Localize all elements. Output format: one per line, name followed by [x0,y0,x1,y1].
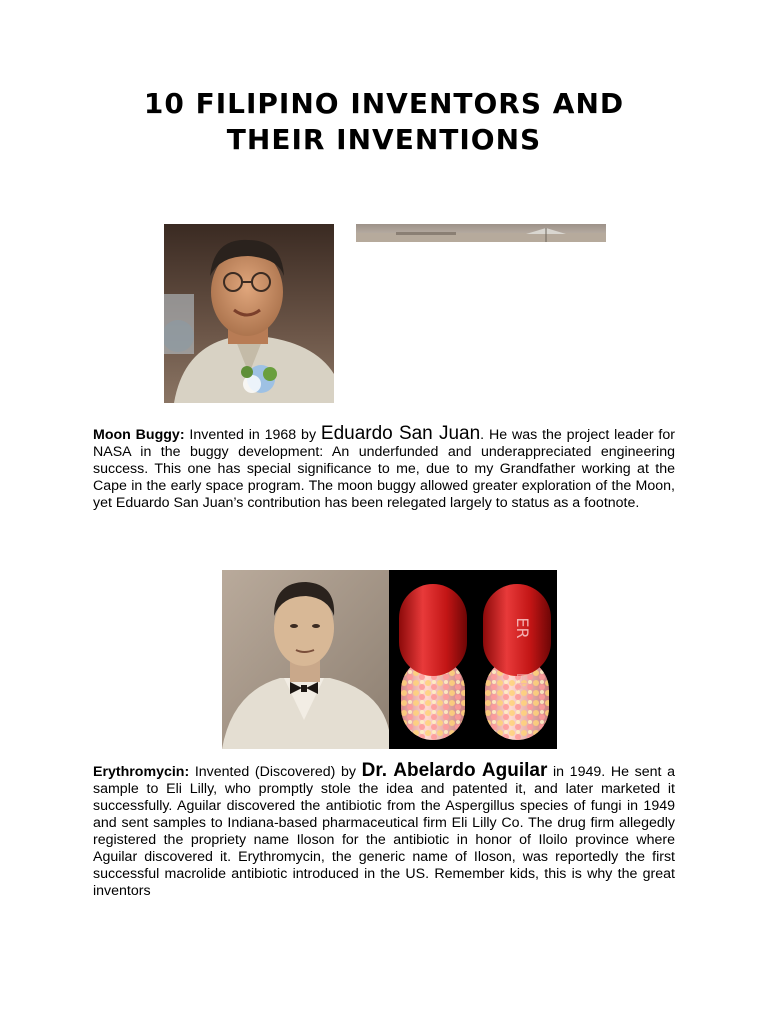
moon-buggy-image [356,224,606,242]
erythromycin-intro: Invented (Discovered) by [189,764,362,780]
moon-buggy-body: . He was the project leader for NASA in the buggy development: An underfunded and underappreciated engineering success. This one has special significance to me, due to my Grandfather working at the Cape in the early space program. The moon buggy allowed greater exploration of the Moon, yet Eduardo San Juan’s contribution has been relegated largely to status as a footnote. [93,427,675,511]
erythromycin-capsules-image [389,570,557,749]
document-title [60,86,708,158]
abelardo-aguilar-photo [222,570,389,749]
erythromycin-label: Erythromycin: [93,764,190,780]
title-line-2: THEIR INVENTIONS [226,123,542,156]
title-line-1: 10 FILIPINO INVENTORS AND [143,87,625,120]
moon-buggy-intro: Invented in 1968 by [184,427,321,443]
svg-text:ER: ER [513,617,532,639]
inventor-name-eduardo: Eduardo San Juan [320,423,481,444]
inventor-name-aguilar: Dr. Abelardo Aguilar [361,760,548,781]
svg-text:ER: ER [513,672,529,692]
eduardo-san-juan-photo [164,224,334,403]
moon-buggy-paragraph [93,425,675,512]
moon-buggy-label: Moon Buggy: [93,427,185,443]
erythromycin-body: in 1949. He sent a sample to Eli Lilly, who promptly stole the idea and patented it, and later marketed it successfully. Aguilar discovered the antibiotic from the Aspergillus species of fungi in 1949 and sent samples to Indiana-based pharmaceutical firm Eli Lilly Co. The drug firm allegedly registered the propriety name Iloson for the antibiotic in honor of Iloilo province where Aguilar discovered it. Erythromycin, the generic name of Iloson, was reportedly the first successful macrolide antibiotic introduced in the US. Remember kids, this is why the great inventors [93,764,675,899]
erythromycin-paragraph [93,762,675,900]
